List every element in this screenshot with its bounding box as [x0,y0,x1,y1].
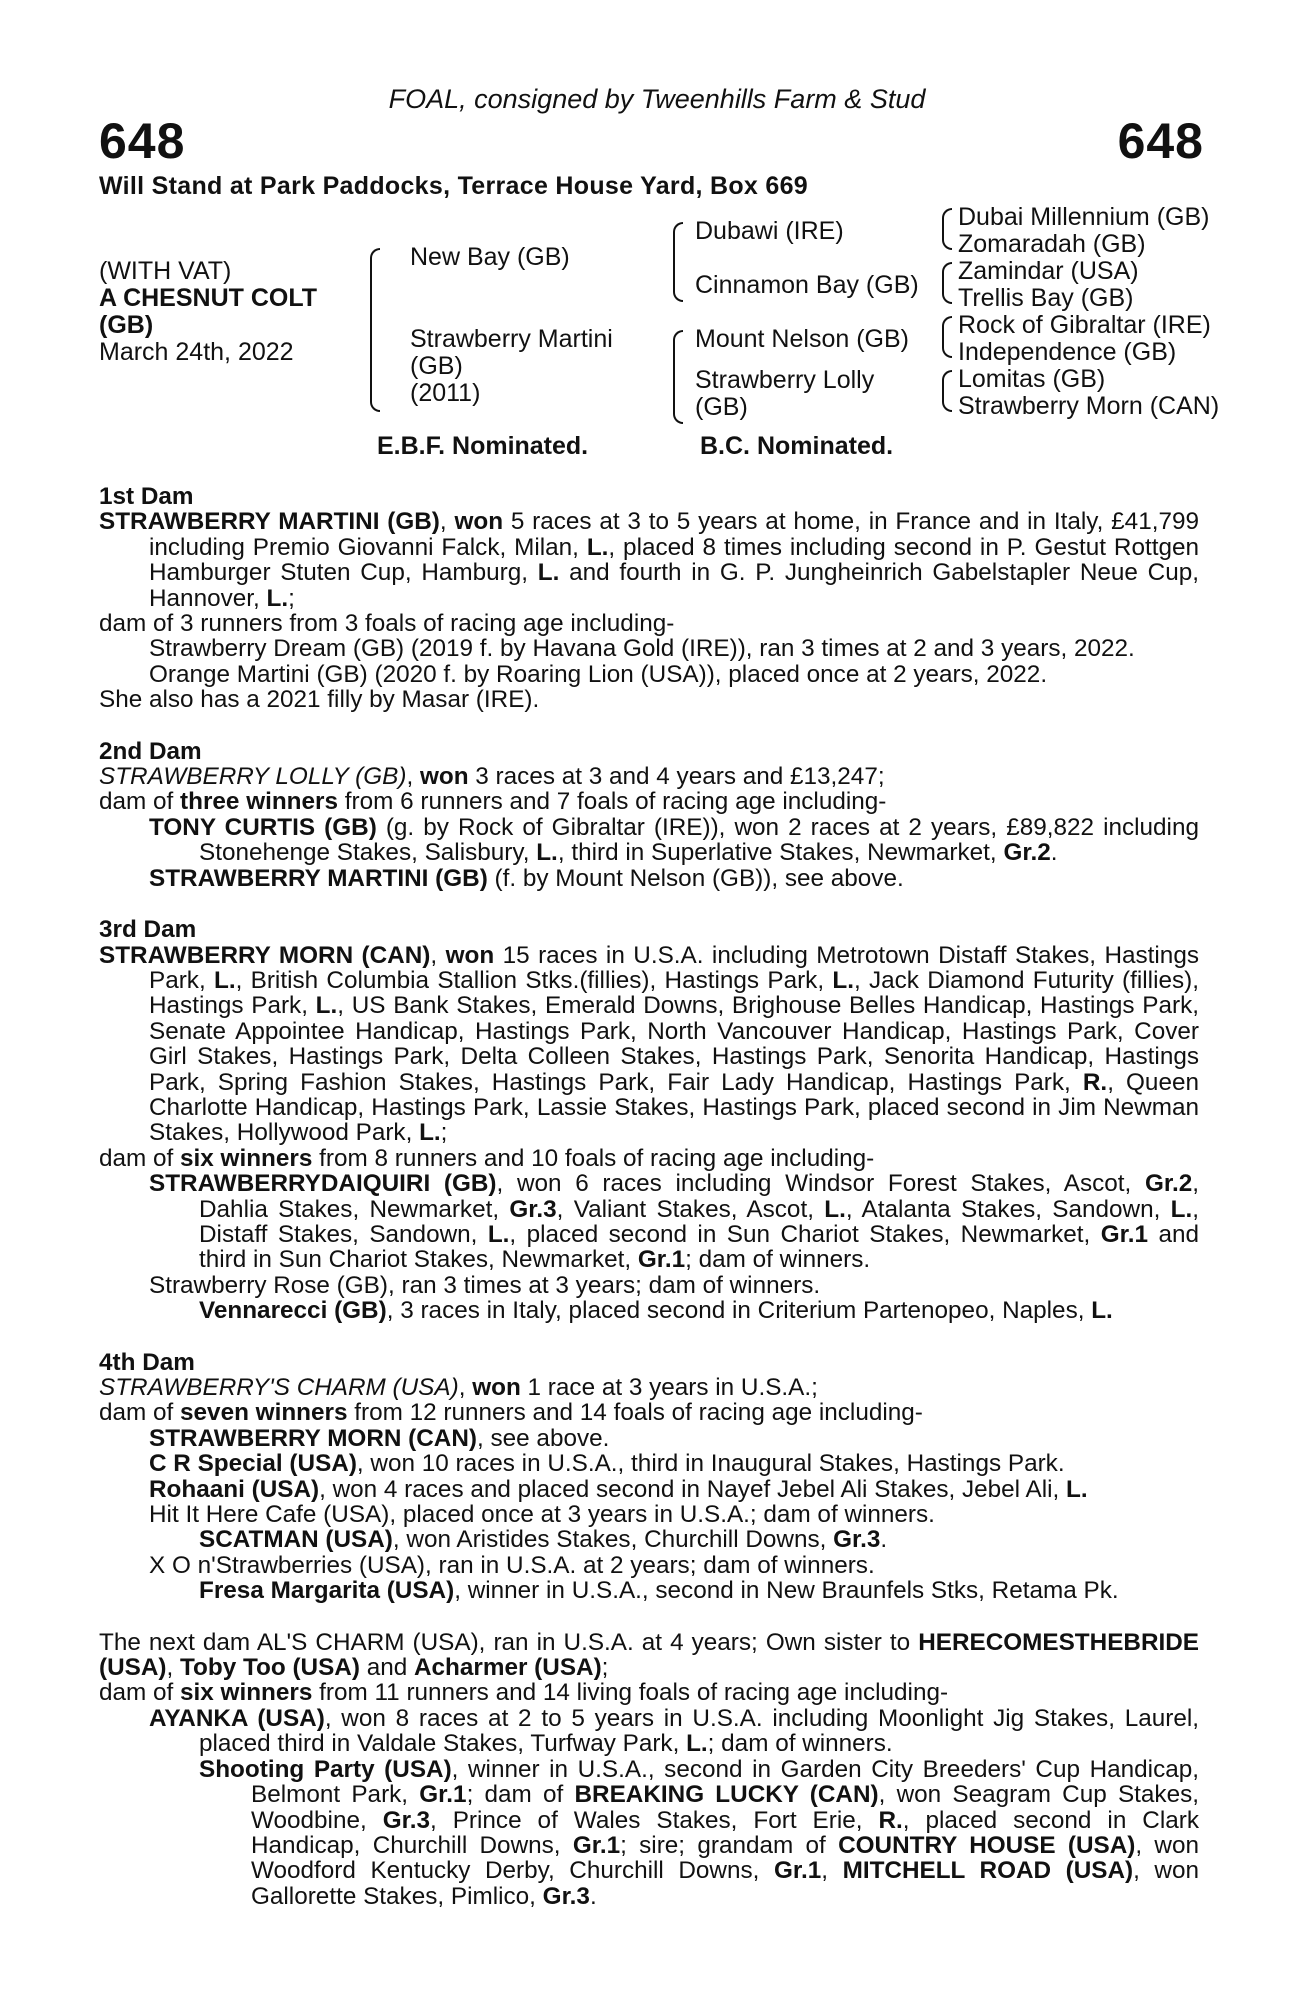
dam3-name: STRAWBERRY MORN (CAN) [99,941,431,969]
produce-text: , see above. [477,1424,610,1452]
ped-dds [958,366,1219,420]
lot-number-right: 648 [1117,113,1204,169]
dam-dam-line1: Strawberry Lolly [695,366,875,394]
produce-text: , winner in U.S.A., second in Garden City Breeders' Cup Handicap, Belmont Park, [251,1755,1199,1809]
catalogue-body [99,484,1199,1909]
dam3-text: , Jack Diamond Futurity (fillies), Hastings Park, [149,966,1199,1020]
produce-text: , won Woodford Kentucky Derby, Churchill Downs, [251,1831,1199,1885]
listed-mark: L. [1066,1475,1088,1503]
group-mark: Gr.1 [419,1781,467,1809]
dam1-produce-1: Strawberry Dream (GB) (2019 f. by Havana Gold (IRE)), ran 3 times at 2 and 3 years, 2022. [149,635,1135,663]
dam3-produce-1 [99,1171,1199,1273]
produce-text: ; sire; grandam of [620,1831,839,1859]
dam1-name: STRAWBERRY MARTINI (GB) [99,508,440,536]
winners-count: three winners [180,788,339,816]
produce-text: ; dam of [466,1781,575,1809]
next-produce-1a [99,1757,1199,1909]
sire-sire: Dubawi (IRE) [695,217,844,245]
next-dam-produce-intro [99,1680,1199,1705]
produce-name: SCATMAN (USA) [199,1526,393,1554]
dam4-name: STRAWBERRY'S CHARM (USA) [99,1374,459,1401]
listed-mark: L. [586,533,609,561]
produce-name: TONY CURTIS (GB) [149,813,377,841]
produce-text: , won Aristides Stakes, Churchill Downs, [392,1526,834,1554]
produce-name: STRAWBERRY MORN (CAN) [149,1424,477,1452]
produce-text: (g. by Rock of Gibraltar (IRE)), won 2 races at 2 years, £89,822 including Stonehenge Stakes, Salisbury, [199,813,1199,867]
won-label: won [472,1374,521,1401]
dam-name-line2: (GB) [410,352,463,380]
subject-name-country: (GB) [99,311,154,339]
dam2-produce-2 [99,866,1199,891]
dam-of-label: dam of [99,1679,181,1707]
listed-mark: L. [537,559,560,587]
produce-text: , won 4 races and placed second in Nayef Jebel Ali Stakes, Jebel Ali, [319,1475,1066,1503]
pedigree-brace-3b [942,262,952,304]
produce-text: , [821,1857,843,1885]
produce-name: Fresa Margarita (USA) [199,1577,455,1605]
dam1-text: and fourth in G. P. Jungheinrich Gabelstapler Neue Cup, Hannover, [149,559,1200,612]
dam4-produce-5: X O n'Strawberries (USA), ran in U.S.A. at 2 years; dam of winners. [149,1551,875,1579]
group-mark: Gr.2 [1144,1170,1193,1198]
ebf-nominated: E.B.F. Nominated. [377,432,589,460]
group-mark: Gr.3 [509,1195,557,1223]
pedigree-brace-dam [673,330,683,424]
dam3-record: STRAWBERRY MORN (CAN), won 15 races in U.S.A. including Metrotown Distaff Stakes, Hastings Park, L., British Columbia Stallion Stks.(fillies), Hastings Park, L., Jack Diamond Futurity (fillies), Hastings Park, L., US Bank Stakes, Emerald Downs, Brighouse Belles Handicap, Hastings Park, Senate Appointee Handicap, Hastings Park, North Vancouver Handicap, Hastings Park, Cover Girl Stakes, Hastings Park, Delta Colleen Stakes, Hastings Park, Senorita Handicap, Hastings Park, Spring Fashion Stakes, Hastings Park, Fair Lady Handicap, Hastings Park, R., Queen Charlotte Handicap, Hastings Park, Lassie Stakes, Hastings Park, placed second in Jim Newman Stakes, Hollywood Park, L.; [99,941,1199,1147]
group-mark: Gr.2 [1003,839,1051,867]
dam4-produce-intro [99,1400,1199,1425]
pedigree-brace-3d [942,370,952,412]
ped-sss [958,204,1209,258]
listed-mark: L. [536,839,558,867]
produce-text: , winner in U.S.A., second in New Braunfels Stks, Retama Pk. [454,1577,1119,1605]
winners-count: six winners [180,1144,313,1172]
produce-name: Vennarecci (GB) [199,1297,387,1325]
produce-text: , won 10 races in U.S.A., third in Inaugural Stakes, Hastings Park. [356,1450,1065,1478]
dam3-produce-text: from 8 runners and 10 foals of racing age including- [312,1144,875,1172]
dam-of-label: dam of [99,788,181,816]
separator: , [166,1654,180,1682]
next-dam-text: The next dam AL'S CHARM (USA), ran in U.S.A. at 4 years; Own sister to [99,1628,919,1656]
ped-dss [958,312,1211,366]
produce-text: , placed second in Clark Handicap, Churchill Downs, [251,1806,1199,1859]
dam1-record: STRAWBERRY MARTINI (GB), won 5 races at 3 to 5 years at home, in France and in Italy, £41,799 including Premio Giovanni Falck, Milan, L., placed 8 times including second in P. Gestut Rottgen Hamburger Stuten Cup, Hamburg, L. and fourth in G. P. Jungheinrich Gabelstapler Neue Cup, Hannover, L.; [99,508,1200,612]
dam4-produce-5a [99,1578,1199,1603]
won-label: won [445,941,495,969]
produce-text: , 3 races in Italy, placed second in Criterium Partenopeo, Naples, [386,1297,1092,1325]
dam4-produce-1 [99,1426,1199,1451]
dam2-produce-text: from 6 runners and 7 foals of racing age including- [338,788,887,816]
dam4-produce-4: Hit It Here Cafe (USA), placed once at 3 years in U.S.A.; dam of winners. [149,1501,935,1529]
ped-ddd-name: Strawberry Morn (CAN) [958,392,1220,420]
produce-text: , won 6 races including Windsor Forest Stakes, Ascot, [496,1170,1145,1198]
listed-mark: L. [315,992,338,1020]
produce-text: , won Gallorette Stakes, Pimlico, [251,1857,1199,1910]
subject-name: A CHESNUT COLT [99,284,318,312]
dam3-text: , Queen Charlotte Handicap, Hastings Park, Lassie Stakes, Hastings Park, placed second in Jim Newman Stakes, Hollywood Park, [149,1068,1199,1147]
listed-mark: L. [419,1119,441,1147]
dam1-text: ; [288,584,295,612]
group-mark: Gr.3 [382,1806,430,1834]
consignor-line: FOAL, consigned by Tweenhills Farm & Stud [388,84,926,114]
relative-name: HERECOMESTHEBRIDE (USA) [99,1628,1199,1682]
dam-of-label: dam of [99,1144,181,1172]
dam3-text: , US Bank Stakes, Emerald Downs, Brighouse Belles Handicap, Hastings Park, Senate Appointee Handicap, Hastings Park, North Vancouver Handicap, Hastings Park, Cover Girl Stakes, Hastings Park, Delta Colleen Stakes, Hastings Park, Senorita Handicap, Hastings Park, Spring Fashion Stakes, Hastings Park, Fair Lady Handicap, Hastings Park, [149,992,1199,1096]
produce-text: , Distaff Stakes, Sandown, [199,1195,1199,1248]
dam4-produce-text: from 12 runners and 14 foals of racing age including- [347,1399,923,1427]
produce-text: and third in Sun Chariot Stakes, Newmarket, [199,1220,1199,1274]
ped-dss-name: Rock of Gibraltar (IRE) [958,311,1211,339]
produce-name: C R Special (USA) [149,1450,357,1478]
dam4-heading: 4th Dam [99,1348,195,1376]
produce-text: , Valiant Stakes, Ascot, [556,1195,825,1223]
group-mark: Gr.1 [1100,1220,1149,1248]
produce-name: STRAWBERRY MARTINI (GB) [149,864,488,892]
produce-name: AYANKA (USA) [149,1704,325,1732]
dam-dam-line2: (GB) [695,393,748,421]
dam2-name: STRAWBERRY LOLLY (GB) [99,763,407,791]
won-label: won [454,508,504,536]
dam3-produce-intro [99,1146,1199,1171]
group-mark: Gr.1 [637,1246,686,1274]
winners-count: six winners [180,1679,313,1707]
listed-mark: L. [1091,1297,1113,1325]
ped-dds-name: Lomitas (GB) [958,365,1106,393]
dam-year: (2011) [410,379,481,407]
dam2-produce-intro [99,789,1199,814]
ped-sss-name: Dubai Millennium (GB) [958,203,1210,231]
produce-text: . [1050,839,1058,867]
dam2-heading: 2nd Dam [99,737,202,765]
produce-text: , Dahlia Stakes, Newmarket, [199,1170,1199,1223]
listed-mark: L. [1170,1195,1193,1223]
ped-ssd-name: Zomaradah (GB) [958,230,1146,258]
dam1-heading: 1st Dam [99,483,194,510]
foaling-date: March 24th, 2022 [99,338,294,366]
listed-mark: L. [487,1220,510,1248]
group-mark: Gr.1 [773,1857,822,1885]
pedigree-brace-gen1 [370,248,380,412]
dam1-note: She also has a 2021 filly by Masar (IRE). [99,686,540,714]
dam4-record: STRAWBERRY'S CHARM (USA), won 1 race at 3 years in U.S.A.; [99,1374,818,1401]
ped-sds [958,258,1139,312]
produce-text: ; dam of winners. [707,1730,893,1758]
listed-mark: L. [832,966,854,994]
dam3-produce-2: Strawberry Rose (GB), ran 3 times at 3 years; dam of winners. [149,1271,821,1299]
dam4-produce-2 [99,1451,1199,1476]
dam2-record: STRAWBERRY LOLLY (GB), won 3 races at 3 and 4 years and £13,247; [99,763,885,791]
relative-name: Toby Too (USA) [180,1654,360,1682]
bc-nominated: B.C. Nominated. [700,432,894,460]
next-produce-text: from 11 runners and 14 living foals of racing age including- [312,1679,949,1707]
subject-block [99,258,317,366]
restricted-mark: R. [1082,1068,1108,1096]
produce-text: ; dam of winners. [685,1246,871,1274]
produce-text: (f. by Mount Nelson (GB)), see above. [487,864,904,892]
dam4-produce-3 [99,1477,1199,1502]
dam-of-label: dam of [99,1399,181,1427]
ped-sds-name: Zamindar (USA) [958,257,1139,285]
produce-text: . [589,1882,597,1910]
produce-name: STRAWBERRYDAIQUIRI (GB) [149,1170,497,1198]
lot-number-left: 648 [99,113,186,169]
produce-name: Rohaani (USA) [149,1475,320,1503]
produce-text: , Prince of Wales Stakes, Fort Erie, [429,1806,879,1834]
produce-text: , won Seagram Cup Stakes, Woodbine, [251,1781,1199,1834]
dam3-heading: 3rd Dam [99,916,197,944]
won-label: won [419,763,469,791]
pedigree-brace-sire [673,222,683,302]
stand-location: Will Stand at Park Paddocks, Terrace House Yard, Box 669 [99,172,808,200]
produce-text: , Atalanta Stakes, Sandown, [845,1195,1171,1223]
produce-text: , placed second in Sun Chariot Stakes, Newmarket, [509,1220,1101,1248]
produce-text: , won 8 races at 2 to 5 years in U.S.A. including Moonlight Jig Stakes, Laurel, placed third in Valdale Stakes, Turfway Park, [199,1704,1199,1758]
next-dam-record [99,1630,1199,1681]
dam3-text: , British Columbia Stallion Stks.(fillies), Hastings Park, [235,966,833,994]
pedigree-brace-3c [942,316,952,358]
dam3-produce-2a [99,1298,1199,1323]
dam-name-line1: Strawberry Martini [410,325,613,353]
dam-name [410,326,613,407]
ped-dsd-name: Independence (GB) [958,338,1177,366]
produce-text: , third in Superlative Stakes, Newmarket, [557,839,1004,867]
dam3-text: 15 races in U.S.A. including Metrotown Distaff Stakes, Hastings Park, [149,941,1199,994]
listed-mark: L. [824,1195,846,1223]
group-mark: Gr.1 [572,1831,621,1859]
listed-mark: L. [686,1730,708,1758]
relative-name: COUNTRY HOUSE (USA) [838,1831,1136,1859]
vat-label: (WITH VAT) [99,257,232,285]
produce-text: . [880,1526,888,1554]
relative-name: Acharmer (USA) [413,1654,602,1682]
ped-sdd-name: Trellis Bay (GB) [958,284,1134,312]
dam3-text: ; [440,1119,448,1147]
relative-name: MITCHELL ROAD (USA) [842,1857,1134,1885]
listed-mark: L. [266,584,289,612]
sire-dam: Cinnamon Bay (GB) [695,271,919,299]
separator: ; [601,1654,609,1682]
dam-dam [695,367,874,421]
relative-name: BREAKING LUCKY (CAN) [574,1781,879,1809]
separator: and [359,1654,414,1682]
dam2-text: 3 races at 3 and 4 years and £13,247; [468,763,885,791]
dam1-text: 5 races at 3 to 5 years at home, in France and in Italy, £41,799 including Premio Giovanni Falck, Milan, [149,508,1199,561]
group-mark: Gr.3 [542,1882,590,1910]
group-mark: Gr.3 [833,1526,881,1554]
sire-name: New Bay (GB) [410,243,570,271]
dam-sire: Mount Nelson (GB) [695,325,909,353]
next-produce-1 [99,1706,1199,1757]
dam4-text: 1 race at 3 years in U.S.A.; [520,1374,818,1401]
produce-name: Shooting Party (USA) [199,1755,452,1783]
dam4-produce-4a [99,1527,1199,1552]
winners-count: seven winners [180,1399,348,1427]
dam1-produce-intro: dam of 3 runners from 3 foals of racing age including- [99,610,675,638]
listed-mark: L. [214,966,236,994]
pedigree-brace-3a [942,208,952,250]
restricted-mark: R. [878,1806,903,1834]
dam1-text: , placed 8 times including second in P. Gestut Rottgen Hamburger Stuten Cup, Hamburg, [149,533,1200,587]
dam2-produce-1 [99,815,1199,866]
dam1-produce-2: Orange Martini (GB) (2020 f. by Roaring Lion (USA)), placed once at 2 years, 2022. [149,660,1048,688]
